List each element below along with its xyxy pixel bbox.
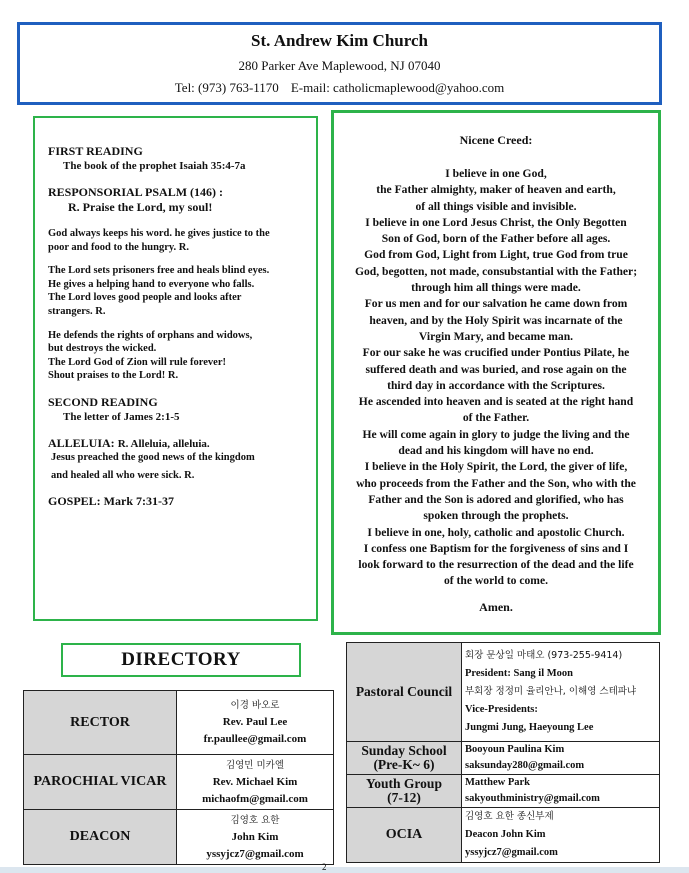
creed-line: Son of God, born of the Father before all ages.	[381, 232, 611, 246]
vicar-name: Rev. Michael Kim	[212, 775, 298, 788]
second-reading-text: The letter of James 2:1-5	[63, 410, 180, 423]
sunday-school-role: Sunday School (Pre-K~ 6)	[347, 742, 462, 775]
deacon-name: John Kim	[231, 830, 279, 843]
church-email: E-mail: catholicmaplewood@yahoo.com	[290, 80, 505, 95]
table-row	[347, 643, 660, 742]
creed-line: the Father almighty, maker of heaven and earth,	[376, 183, 616, 197]
creed-line: of all things visible and invisible.	[415, 199, 577, 213]
vice-label: Vice-Presidents:	[465, 704, 538, 715]
creed-line: I believe in the Holy Spirit, the Lord, the giver of life,	[364, 460, 628, 474]
psalm-verse-1: God always keeps his word. he gives justice to the poor and food to the hungry. R.	[48, 228, 270, 253]
alleluia-response: R. Alleluia, alleluia.	[117, 437, 210, 450]
creed-line: God, begotten, not made, consubstantial with the Father;	[354, 264, 638, 278]
pastoral-council-info: 회장 문상일 마태오 (973-255-9414) President: Sang il Moon 부회장 정정미 율리안나, 이해영 스테파냐 Vice-Presidents: Jungmi Jung, Haeyoung Lee	[462, 643, 660, 742]
footer-bar	[0, 867, 689, 873]
youth-group-name: Matthew Park	[465, 777, 531, 788]
creed-text	[338, 166, 654, 590]
vice-presidents: Jungmi Jung, Haeyoung Lee	[465, 722, 594, 733]
table-row	[24, 755, 334, 810]
alleluia-heading: ALLELUIA:	[48, 435, 115, 450]
deacon-info: 김영호 요한 John Kim yssyjcz7@gmail.com	[177, 810, 334, 865]
psalm-verse-2: The Lord sets prisoners free and heals blind eyes. He gives a helping hand to everyone who falls. The Lord loves good people and looks after strangers. R.	[48, 265, 270, 317]
ocia-info: 김영호 요한 종신부제 Deacon John Kim yssyjcz7@gmail.com	[462, 808, 660, 863]
creed-line: heaven, and by the Holy Spirit was incarnate of the	[369, 313, 623, 327]
creed-line: suffered death and was buried, and rose again on the	[365, 362, 627, 376]
gospel: GOSPEL: Mark 7:31-37	[48, 494, 174, 509]
table-row	[24, 691, 334, 755]
youth-group-role: Youth Group (7-12)	[347, 775, 462, 808]
creed-line: For our sake he was crucified under Pontius Pilate, he	[362, 346, 630, 360]
creed-line: God from God, Light from Light, true God from true	[364, 248, 628, 262]
table-row	[347, 808, 660, 863]
first-reading-text: The book of the prophet Isaiah 35:4-7a	[63, 160, 246, 172]
church-address: 280 Parker Ave Maplewood, NJ 07040	[238, 58, 441, 73]
alleluia-line-1: Jesus preached the good news of the kingdom	[51, 451, 255, 463]
alleluia-line-2: and healed all who were sick. R.	[51, 469, 195, 481]
creed-line: of the Father.	[462, 411, 530, 425]
creed-line: For us men and for our salvation he came down from	[364, 297, 628, 311]
creed-line: Father and the Son is adored and glorified, who has	[368, 492, 624, 506]
table-row	[24, 810, 334, 865]
deacon-email[interactable]: yssyjcz7@gmail.com	[206, 847, 304, 860]
directory-left-table	[23, 690, 334, 865]
directory-right-table	[346, 642, 660, 863]
pastoral-council-role: Pastoral Council	[347, 643, 462, 742]
church-contact	[20, 80, 659, 96]
psalm-heading: RESPONSORIAL PSALM (146) :	[48, 185, 224, 199]
nicene-creed-box	[331, 110, 661, 635]
creed-title: Nicene Creed:	[459, 133, 533, 147]
ocia-name: Deacon John Kim	[465, 829, 546, 840]
table-row	[347, 775, 660, 808]
youth-group-email[interactable]: sakyouthministry@gmail.com	[465, 793, 600, 804]
ocia-role: OCIA	[347, 808, 462, 863]
creed-line: He will come again in glory to judge the living and the	[362, 427, 630, 441]
first-reading-heading: FIRST READING	[48, 144, 143, 158]
creed-line: who proceeds from the Father and the Son, who with the	[356, 476, 636, 490]
rector-role: RECTOR	[24, 691, 177, 755]
sunday-school-name: Booyoun Paulina Kim	[465, 744, 565, 755]
creed-line: Virgin Mary, and became man.	[418, 329, 574, 343]
creed-amen: Amen.	[479, 599, 513, 614]
table-row	[347, 742, 660, 775]
creed-line: I believe in one God,	[445, 167, 547, 180]
church-name: St. Andrew Kim Church	[251, 31, 428, 50]
deacon-role: DEACON	[24, 810, 177, 865]
psalm-response: R. Praise the Lord, my soul!	[68, 200, 213, 214]
youth-group-info	[462, 775, 660, 808]
rector-name: Rev. Paul Lee	[222, 716, 288, 728]
creed-line: spoken through the prophets.	[423, 509, 569, 523]
creed-line: third day in accordance with the Scriptures.	[387, 378, 605, 392]
creed-line: I believe in one Lord Jesus Christ, the Only Begotten	[365, 215, 627, 229]
creed-line: He ascended into heaven and is seated at the right hand	[358, 395, 634, 409]
psalm-verse-3: He defends the rights of orphans and widows, but destroys the wicked. The Lord God of Zion will rule forever! Shout praises to the Lord! R.	[48, 329, 253, 382]
readings-box	[33, 116, 318, 621]
page-number: 2	[322, 862, 327, 872]
sunday-school-email[interactable]: saksunday280@gmail.com	[465, 760, 585, 771]
creed-line: I confess one Baptism for the forgiveness of sins and I	[363, 541, 629, 555]
vicar-email[interactable]: michaofm@gmail.com	[202, 792, 308, 805]
creed-line: dead and his kingdom will have no end.	[398, 444, 594, 458]
directory-title: DIRECTORY	[61, 643, 301, 677]
second-reading-heading: SECOND READING	[48, 394, 158, 409]
creed-line: of the world to come.	[444, 574, 548, 588]
ocia-email[interactable]: yssyjcz7@gmail.com	[465, 847, 558, 858]
president: President: Sang il Moon	[465, 668, 574, 679]
creed-line: I believe in one, holy, catholic and apostolic Church.	[367, 525, 625, 539]
rector-email[interactable]: fr.paullee@gmail.com	[203, 733, 307, 745]
rector-info: 이경 바오로 Rev. Paul Lee fr.paullee@gmail.com	[177, 691, 334, 755]
church-header	[17, 22, 662, 105]
creed-line: through him all things were made.	[411, 281, 581, 295]
vicar-role: PAROCHIAL VICAR	[24, 755, 177, 810]
creed-line: look forward to the resurrection of the dead and the life	[358, 558, 634, 572]
vicar-info: 김영민 미카엘 Rev. Michael Kim michaofm@gmail.com	[177, 755, 334, 810]
church-phone: Tel: (973) 763-1170	[174, 80, 279, 95]
alleluia	[48, 436, 304, 451]
sunday-school-info	[462, 742, 660, 775]
